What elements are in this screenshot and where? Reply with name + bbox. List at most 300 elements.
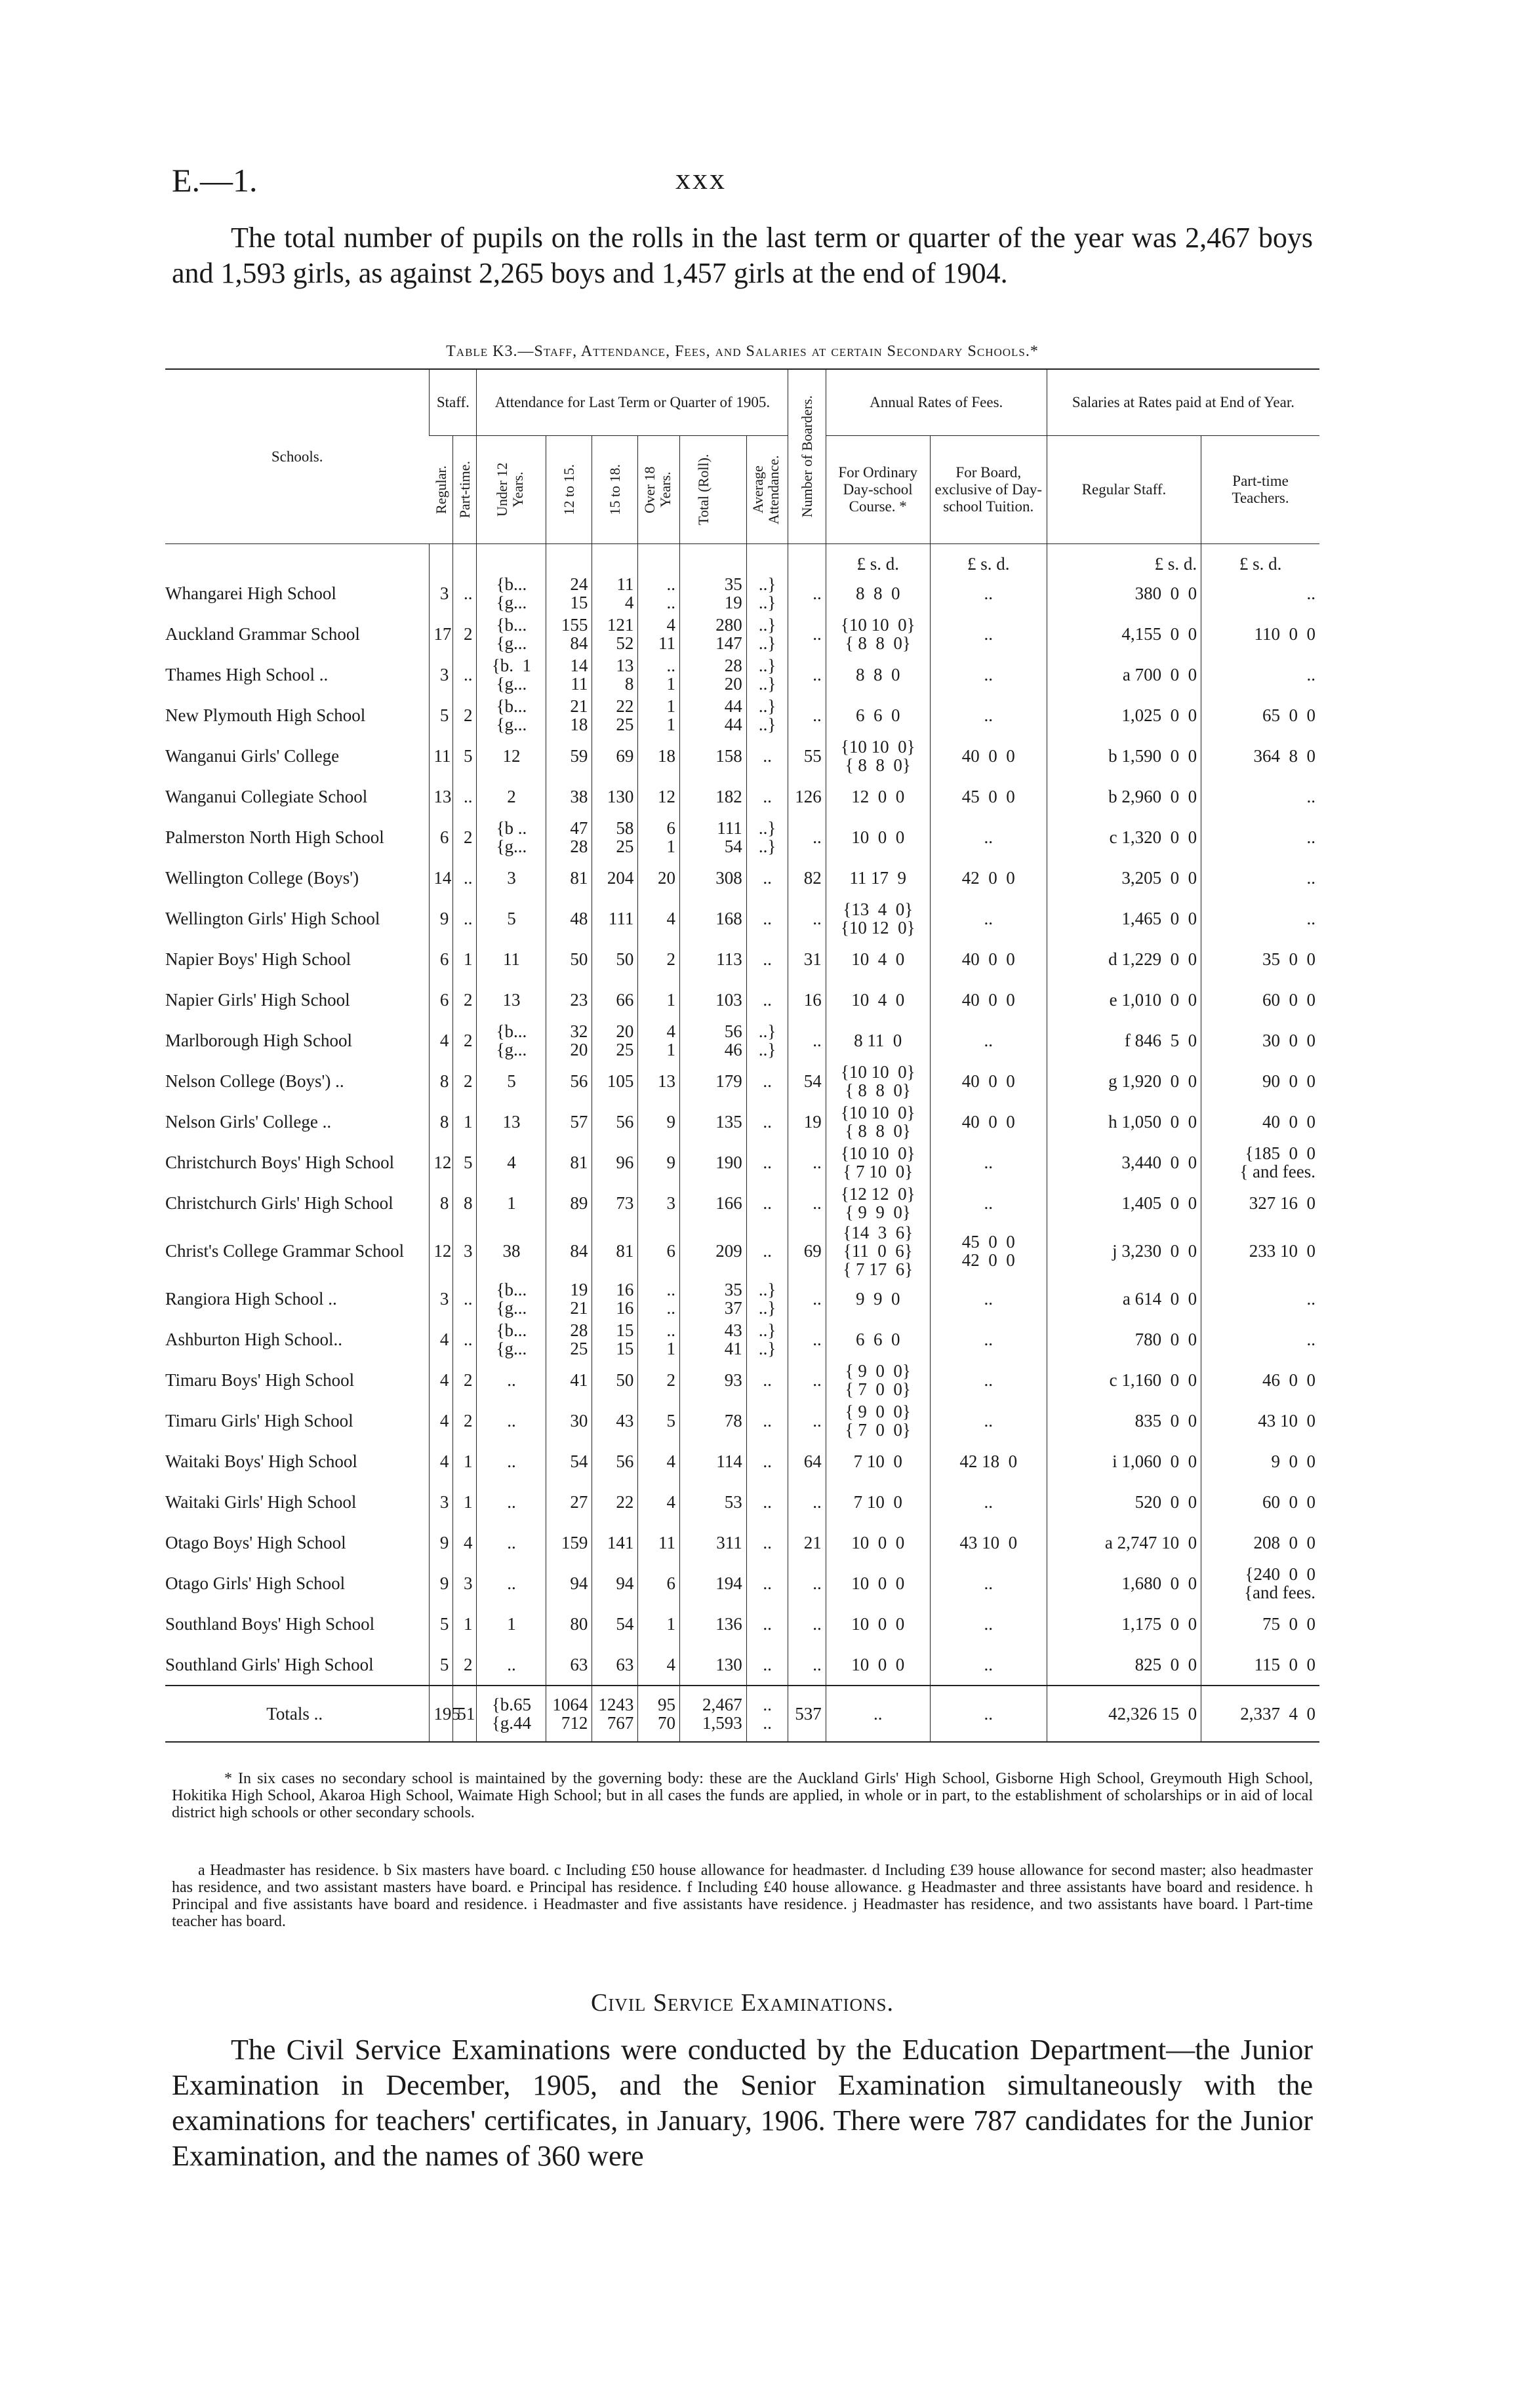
school-name: Palmerston North High School	[165, 827, 384, 847]
cell-u12: {b... {g...	[477, 614, 546, 654]
cell-fee2: ..	[930, 1563, 1047, 1604]
cell-o18: 4	[638, 1441, 680, 1482]
cell-u12: 38	[477, 1223, 546, 1278]
cell-a: 63	[546, 1644, 592, 1686]
table-row	[165, 614, 1319, 654]
cell-sal2: ..	[1201, 858, 1319, 898]
cell-b: 94	[592, 1563, 638, 1604]
cell-sal1: 380 0 0	[1047, 573, 1201, 614]
school-name: Wanganui Collegiate School	[165, 787, 368, 806]
cell-u12: {b.65 {g.44	[477, 1686, 546, 1742]
cell-fee1: ..	[826, 1686, 930, 1742]
cell-b: 63	[592, 1644, 638, 1686]
cell-fee2: 42 0 0	[930, 858, 1047, 898]
cell-tot: 103	[680, 979, 747, 1020]
cell-o18: .. 1	[638, 1319, 680, 1360]
col-fees-board: For Board, exclusive of Day-school Tuition.	[930, 436, 1047, 544]
cell-a: 81	[546, 1142, 592, 1183]
cell-brd: 69	[788, 1223, 826, 1278]
cell-o18: 4 11	[638, 614, 680, 654]
cell-sal1: j 3,230 0 0	[1047, 1223, 1201, 1278]
cell-brd: ..	[788, 1183, 826, 1223]
cell-o18: 9	[638, 1101, 680, 1142]
cell-avg: ..	[746, 1563, 788, 1604]
col-part-time	[453, 436, 477, 544]
cell-sal1: 1,465 0 0	[1047, 898, 1201, 939]
cell-a: 84	[546, 1223, 592, 1278]
cell-u12: {b .. {g...	[477, 817, 546, 858]
cell-a: 38	[546, 776, 592, 817]
cell-fee2: ..	[930, 1482, 1047, 1522]
cell-reg: 5	[430, 695, 453, 736]
cell-avg: ..	[746, 1360, 788, 1400]
table-row	[165, 1020, 1319, 1061]
cell-a: 155 84	[546, 614, 592, 654]
page-code: E.—1.	[172, 162, 258, 199]
table-row	[165, 1360, 1319, 1400]
cell-b: 130	[592, 776, 638, 817]
cell-brd: ..	[788, 1400, 826, 1441]
col-total	[680, 436, 747, 544]
cell-a: 159	[546, 1522, 592, 1563]
average-label: Average Attendance.	[750, 455, 782, 524]
cell-brd: 54	[788, 1061, 826, 1101]
cell-fee1: 6 6 0	[826, 695, 930, 736]
cell-sal1: f 846 5 0	[1047, 1020, 1201, 1061]
cell-pt: 8	[453, 1183, 477, 1223]
cell-sal1: c 1,160 0 0	[1047, 1360, 1201, 1400]
page-number: xxx	[675, 162, 727, 195]
cell-a: 30	[546, 1400, 592, 1441]
cell-pt: ..	[453, 654, 477, 695]
cell-tot: 308	[680, 858, 747, 898]
cell-sal2: 90 0 0	[1201, 1061, 1319, 1101]
table-row	[165, 695, 1319, 736]
cell-b: 56	[592, 1101, 638, 1142]
col-under12	[477, 436, 546, 544]
table-row	[165, 736, 1319, 776]
cell-fee2: ..	[930, 654, 1047, 695]
cell-fee2: 40 0 0	[930, 939, 1047, 979]
cell-u12: 1	[477, 1183, 546, 1223]
cell-o18: .. ..	[638, 573, 680, 614]
cell-pt: ..	[453, 898, 477, 939]
cell-fee1: { 9 0 0} { 7 0 0}	[826, 1360, 930, 1400]
cell-avg: ..	[746, 1101, 788, 1142]
cell-reg: 9	[430, 1563, 453, 1604]
cell-sal2: ..	[1201, 1278, 1319, 1319]
cell-reg: 4	[430, 1400, 453, 1441]
cell-a: 80	[546, 1604, 592, 1644]
cell-o18: 6	[638, 1223, 680, 1278]
cell-o18: .. 1	[638, 654, 680, 695]
cell-fee1: {10 10 0} { 7 10 0}	[826, 1142, 930, 1183]
cell-tot: 56 46	[680, 1020, 747, 1061]
cell-tot: 130	[680, 1644, 747, 1686]
cell-b: 13 8	[592, 654, 638, 695]
table-row	[165, 1101, 1319, 1142]
regular-label: Regular.	[432, 465, 449, 514]
cell-tot: 311	[680, 1522, 747, 1563]
cell-fee2: ..	[930, 1183, 1047, 1223]
cell-brd: ..	[788, 614, 826, 654]
cell-sal1: 3,440 0 0	[1047, 1142, 1201, 1183]
cell-sal1: 3,205 0 0	[1047, 858, 1201, 898]
cell-sal1: 825 0 0	[1047, 1644, 1201, 1686]
units-fee2: £ s. d.	[930, 544, 1047, 574]
cell-a: 48	[546, 898, 592, 939]
cell-sal2: {185 0 0 { and fees.	[1201, 1142, 1319, 1183]
col-schools: Schools.	[165, 369, 430, 544]
cell-reg: 4	[430, 1020, 453, 1061]
cell-b: 96	[592, 1142, 638, 1183]
cell-sal2: 43 10 0	[1201, 1400, 1319, 1441]
cell-pt: 5	[453, 1142, 477, 1183]
cell-fee1: {13 4 0} {10 12 0}	[826, 898, 930, 939]
cell-brd: ..	[788, 898, 826, 939]
cell-fee2: 40 0 0	[930, 1101, 1047, 1142]
group-salaries: Salaries at Rates paid at End of Year.	[1047, 369, 1319, 436]
table-row	[165, 939, 1319, 979]
cell-brd: ..	[788, 817, 826, 858]
cell-sal1: 835 0 0	[1047, 1400, 1201, 1441]
cell-avg: ..	[746, 1644, 788, 1686]
cell-avg: ..	[746, 1604, 788, 1644]
cell-avg: ..	[746, 1400, 788, 1441]
cell-reg: 14	[430, 858, 453, 898]
school-name: Napier Girls' High School	[165, 990, 350, 1010]
col-12-15	[546, 436, 592, 544]
cell-u12: {b... {g...	[477, 1278, 546, 1319]
units-sal2: £ s. d.	[1201, 544, 1319, 574]
cell-pt: ..	[453, 1278, 477, 1319]
school-name: Rangiora High School ..	[165, 1289, 337, 1309]
cell-brd: ..	[788, 1278, 826, 1319]
cell-brd: ..	[788, 654, 826, 695]
table-row	[165, 654, 1319, 695]
cell-a: 32 20	[546, 1020, 592, 1061]
cell-pt: 5	[453, 736, 477, 776]
cell-fee1: 12 0 0	[826, 776, 930, 817]
cell-avg: ..	[746, 736, 788, 776]
cell-sal2: 60 0 0	[1201, 979, 1319, 1020]
cell-pt: ..	[453, 776, 477, 817]
cell-b: 1243 767	[592, 1686, 638, 1742]
cell-pt: 2	[453, 1360, 477, 1400]
cell-fee2: ..	[930, 1278, 1047, 1319]
units-blank	[453, 544, 477, 574]
cell-sal1: d 1,229 0 0	[1047, 939, 1201, 979]
r12-15-label: 12 to 15.	[560, 464, 577, 515]
cell-fee1: {10 10 0} { 8 8 0}	[826, 1101, 930, 1142]
cell-o18: 3	[638, 1183, 680, 1223]
table-row	[165, 979, 1319, 1020]
table-row	[165, 898, 1319, 939]
cell-b: 66	[592, 979, 638, 1020]
cell-tot: 28 20	[680, 654, 747, 695]
cell-fee1: 10 0 0	[826, 1563, 930, 1604]
cell-u12: 4	[477, 1142, 546, 1183]
cell-fee2: 40 0 0	[930, 1061, 1047, 1101]
col-regular	[430, 436, 453, 544]
school-name: Christ's College Grammar School	[165, 1241, 405, 1261]
units-blank	[430, 544, 453, 574]
cell-sal2: ..	[1201, 573, 1319, 614]
cell-fee1: 10 4 0	[826, 939, 930, 979]
units-fee1: £ s. d.	[826, 544, 930, 574]
cell-b: 20 25	[592, 1020, 638, 1061]
cell-o18: 20	[638, 858, 680, 898]
cell-reg: 12	[430, 1142, 453, 1183]
cell-reg: 6	[430, 817, 453, 858]
cell-brd: ..	[788, 1142, 826, 1183]
cell-avg: ..} ..}	[746, 1020, 788, 1061]
school-name: Southland Boys' High School	[165, 1614, 375, 1634]
cell-brd: 64	[788, 1441, 826, 1482]
table-caption: Table K3.—Staff, Attendance, Fees, and Salaries at certain Secondary Schools.*	[446, 343, 1039, 360]
cell-b: 11 4	[592, 573, 638, 614]
cell-fee2: 43 10 0	[930, 1522, 1047, 1563]
cell-sal2: 35 0 0	[1201, 939, 1319, 979]
cell-reg: 3	[430, 1482, 453, 1522]
cell-pt: 3	[453, 1223, 477, 1278]
cell-o18: 12	[638, 776, 680, 817]
table-row	[165, 1278, 1319, 1319]
cell-a: 41	[546, 1360, 592, 1400]
cell-sal2: 110 0 0	[1201, 614, 1319, 654]
cell-sal1: 1,680 0 0	[1047, 1563, 1201, 1604]
cell-sal1: a 700 0 0	[1047, 654, 1201, 695]
cell-tot: 182	[680, 776, 747, 817]
cell-o18: 4 1	[638, 1020, 680, 1061]
cell-u12: ..	[477, 1563, 546, 1604]
cell-avg: ..	[746, 1061, 788, 1101]
cell-sal2: 65 0 0	[1201, 695, 1319, 736]
cell-fee1: 8 8 0	[826, 573, 930, 614]
cell-sal2: 9 0 0	[1201, 1441, 1319, 1482]
cell-sal2: 115 0 0	[1201, 1644, 1319, 1686]
cell-u12: 12	[477, 736, 546, 776]
cell-tot: 78	[680, 1400, 747, 1441]
r15-18-label: 15 to 18.	[606, 464, 623, 515]
cell-pt: 4	[453, 1522, 477, 1563]
cell-u12: 13	[477, 979, 546, 1020]
cell-brd: ..	[788, 1604, 826, 1644]
units-blank	[746, 544, 788, 574]
group-attendance: Attendance for Last Term or Quarter of 1905.	[477, 369, 788, 436]
cell-brd: 82	[788, 858, 826, 898]
cell-o18: 6	[638, 1563, 680, 1604]
cell-fee1: 7 10 0	[826, 1482, 930, 1522]
school-name: Southland Girls' High School	[165, 1655, 374, 1674]
cell-brd: 21	[788, 1522, 826, 1563]
units-blank	[477, 544, 546, 574]
cell-sal2: ..	[1201, 1319, 1319, 1360]
cell-brd: 19	[788, 1101, 826, 1142]
cell-b: 111	[592, 898, 638, 939]
cell-pt: 1	[453, 939, 477, 979]
cell-b: 73	[592, 1183, 638, 1223]
cell-pt: 1	[453, 1482, 477, 1522]
cell-u12: {b... {g...	[477, 1319, 546, 1360]
cell-avg: ..	[746, 898, 788, 939]
cell-sal2: 233 10 0	[1201, 1223, 1319, 1278]
units-blank	[165, 544, 430, 574]
cell-reg: 5	[430, 1644, 453, 1686]
cell-pt: 1	[453, 1604, 477, 1644]
cell-pt: 2	[453, 1020, 477, 1061]
cell-a: 24 15	[546, 573, 592, 614]
cell-b: 105	[592, 1061, 638, 1101]
cell-b: 50	[592, 939, 638, 979]
cell-pt: 2	[453, 1400, 477, 1441]
col-fees-day: For Ordinary Day-school Course. *	[826, 436, 930, 544]
cell-fee2: ..	[930, 1686, 1047, 1742]
cell-avg: ..} ..}	[746, 695, 788, 736]
cell-reg: 8	[430, 1183, 453, 1223]
table-row	[165, 1223, 1319, 1278]
col-sal-part: Part-time Teachers.	[1201, 436, 1319, 544]
cell-u12: 5	[477, 898, 546, 939]
cell-o18: 1 1	[638, 695, 680, 736]
cell-a: 47 28	[546, 817, 592, 858]
cell-avg: ..	[746, 1482, 788, 1522]
cell-b: 204	[592, 858, 638, 898]
cell-pt: ..	[453, 858, 477, 898]
cell-u12: 5	[477, 1061, 546, 1101]
school-name: Napier Boys' High School	[165, 949, 351, 969]
cell-sal2: 364 8 0	[1201, 736, 1319, 776]
cell-avg: ..} ..}	[746, 1319, 788, 1360]
cell-fee1: {14 3 6} {11 0 6} { 7 17 6}	[826, 1223, 930, 1278]
cell-fee1: 8 11 0	[826, 1020, 930, 1061]
cell-fee1: {12 12 0} { 9 9 0}	[826, 1183, 930, 1223]
cell-pt: ..	[453, 1319, 477, 1360]
cell-pt: ..	[453, 573, 477, 614]
school-name: Nelson College (Boys') ..	[165, 1071, 344, 1091]
cell-reg: 4	[430, 1319, 453, 1360]
cell-sal2: 75 0 0	[1201, 1604, 1319, 1644]
cell-tot: 158	[680, 736, 747, 776]
cell-fee2: ..	[930, 898, 1047, 939]
cell-brd: 537	[788, 1686, 826, 1742]
cell-fee1: { 9 0 0} { 7 0 0}	[826, 1400, 930, 1441]
cell-pt: 2	[453, 614, 477, 654]
cell-sal1: 780 0 0	[1047, 1319, 1201, 1360]
cell-o18: 2	[638, 1360, 680, 1400]
cell-a: 27	[546, 1482, 592, 1522]
cell-avg: .. ..	[746, 1686, 788, 1742]
totals-row	[165, 1686, 1319, 1742]
cell-avg: ..} ..}	[746, 614, 788, 654]
cell-b: 22	[592, 1482, 638, 1522]
school-name: Waitaki Girls' High School	[165, 1492, 357, 1512]
cell-fee2: 45 0 0 42 0 0	[930, 1223, 1047, 1278]
table-row	[165, 817, 1319, 858]
cell-brd: ..	[788, 695, 826, 736]
cell-brd: 31	[788, 939, 826, 979]
cell-avg: ..	[746, 1441, 788, 1482]
cell-tot: 44 44	[680, 695, 747, 736]
school-name: Wellington College (Boys')	[165, 868, 359, 888]
school-name: Christchurch Boys' High School	[165, 1153, 395, 1172]
cell-fee2: 45 0 0	[930, 776, 1047, 817]
cell-tot: 111 54	[680, 817, 747, 858]
cell-sal1: g 1,920 0 0	[1047, 1061, 1201, 1101]
cell-reg: 8	[430, 1101, 453, 1142]
cell-u12: ..	[477, 1360, 546, 1400]
cell-tot: 209	[680, 1223, 747, 1278]
cell-o18: 11	[638, 1522, 680, 1563]
cell-tot: 166	[680, 1183, 747, 1223]
cell-tot: 113	[680, 939, 747, 979]
cell-tot: 179	[680, 1061, 747, 1101]
cell-sal1: 520 0 0	[1047, 1482, 1201, 1522]
cell-tot: 35 19	[680, 573, 747, 614]
school-name: Totals ..	[165, 1686, 430, 1742]
cell-avg: ..	[746, 1522, 788, 1563]
cell-reg: 6	[430, 939, 453, 979]
part-time-label: Part-time.	[456, 461, 473, 519]
cell-fee1: 7 10 0	[826, 1441, 930, 1482]
cell-b: 15 15	[592, 1319, 638, 1360]
cell-o18: 2	[638, 939, 680, 979]
cell-sal2: 327 16 0	[1201, 1183, 1319, 1223]
cell-sal2: ..	[1201, 817, 1319, 858]
school-name: Whangarei High School	[165, 583, 336, 603]
cell-a: 21 18	[546, 695, 592, 736]
cell-pt: 1	[453, 1441, 477, 1482]
cell-avg: ..	[746, 858, 788, 898]
col-over18	[638, 436, 680, 544]
cell-sal2: ..	[1201, 654, 1319, 695]
cell-pt: 51	[453, 1686, 477, 1742]
cell-b: 81	[592, 1223, 638, 1278]
cell-fee1: 10 0 0	[826, 1644, 930, 1686]
cell-tot: 43 41	[680, 1319, 747, 1360]
cell-reg: 3	[430, 573, 453, 614]
cell-sal2: 40 0 0	[1201, 1101, 1319, 1142]
cell-fee2: ..	[930, 1142, 1047, 1183]
cell-reg: 4	[430, 1360, 453, 1400]
cell-brd: ..	[788, 1644, 826, 1686]
cell-pt: 2	[453, 695, 477, 736]
cell-o18: 5	[638, 1400, 680, 1441]
cell-brd: ..	[788, 1482, 826, 1522]
table-row	[165, 1441, 1319, 1482]
cell-reg: 3	[430, 1278, 453, 1319]
cell-sal1: 1,405 0 0	[1047, 1183, 1201, 1223]
cell-u12: {b... {g...	[477, 573, 546, 614]
cell-a: 19 21	[546, 1278, 592, 1319]
cell-fee2: 40 0 0	[930, 979, 1047, 1020]
cell-tot: 93	[680, 1360, 747, 1400]
cell-fee2: ..	[930, 573, 1047, 614]
cell-a: 28 25	[546, 1319, 592, 1360]
cell-sal1: a 2,747 10 0	[1047, 1522, 1201, 1563]
cell-sal1: 1,025 0 0	[1047, 695, 1201, 736]
school-name: Waitaki Boys' High School	[165, 1451, 357, 1471]
cell-avg: ..} ..}	[746, 1278, 788, 1319]
table-row	[165, 1482, 1319, 1522]
cell-u12: ..	[477, 1644, 546, 1686]
units-sal1: £ s. d.	[1047, 544, 1201, 574]
cell-brd: ..	[788, 1020, 826, 1061]
cell-reg: 4	[430, 1441, 453, 1482]
cell-avg: ..} ..}	[746, 654, 788, 695]
col-15-18	[592, 436, 638, 544]
cell-tot: 53	[680, 1482, 747, 1522]
